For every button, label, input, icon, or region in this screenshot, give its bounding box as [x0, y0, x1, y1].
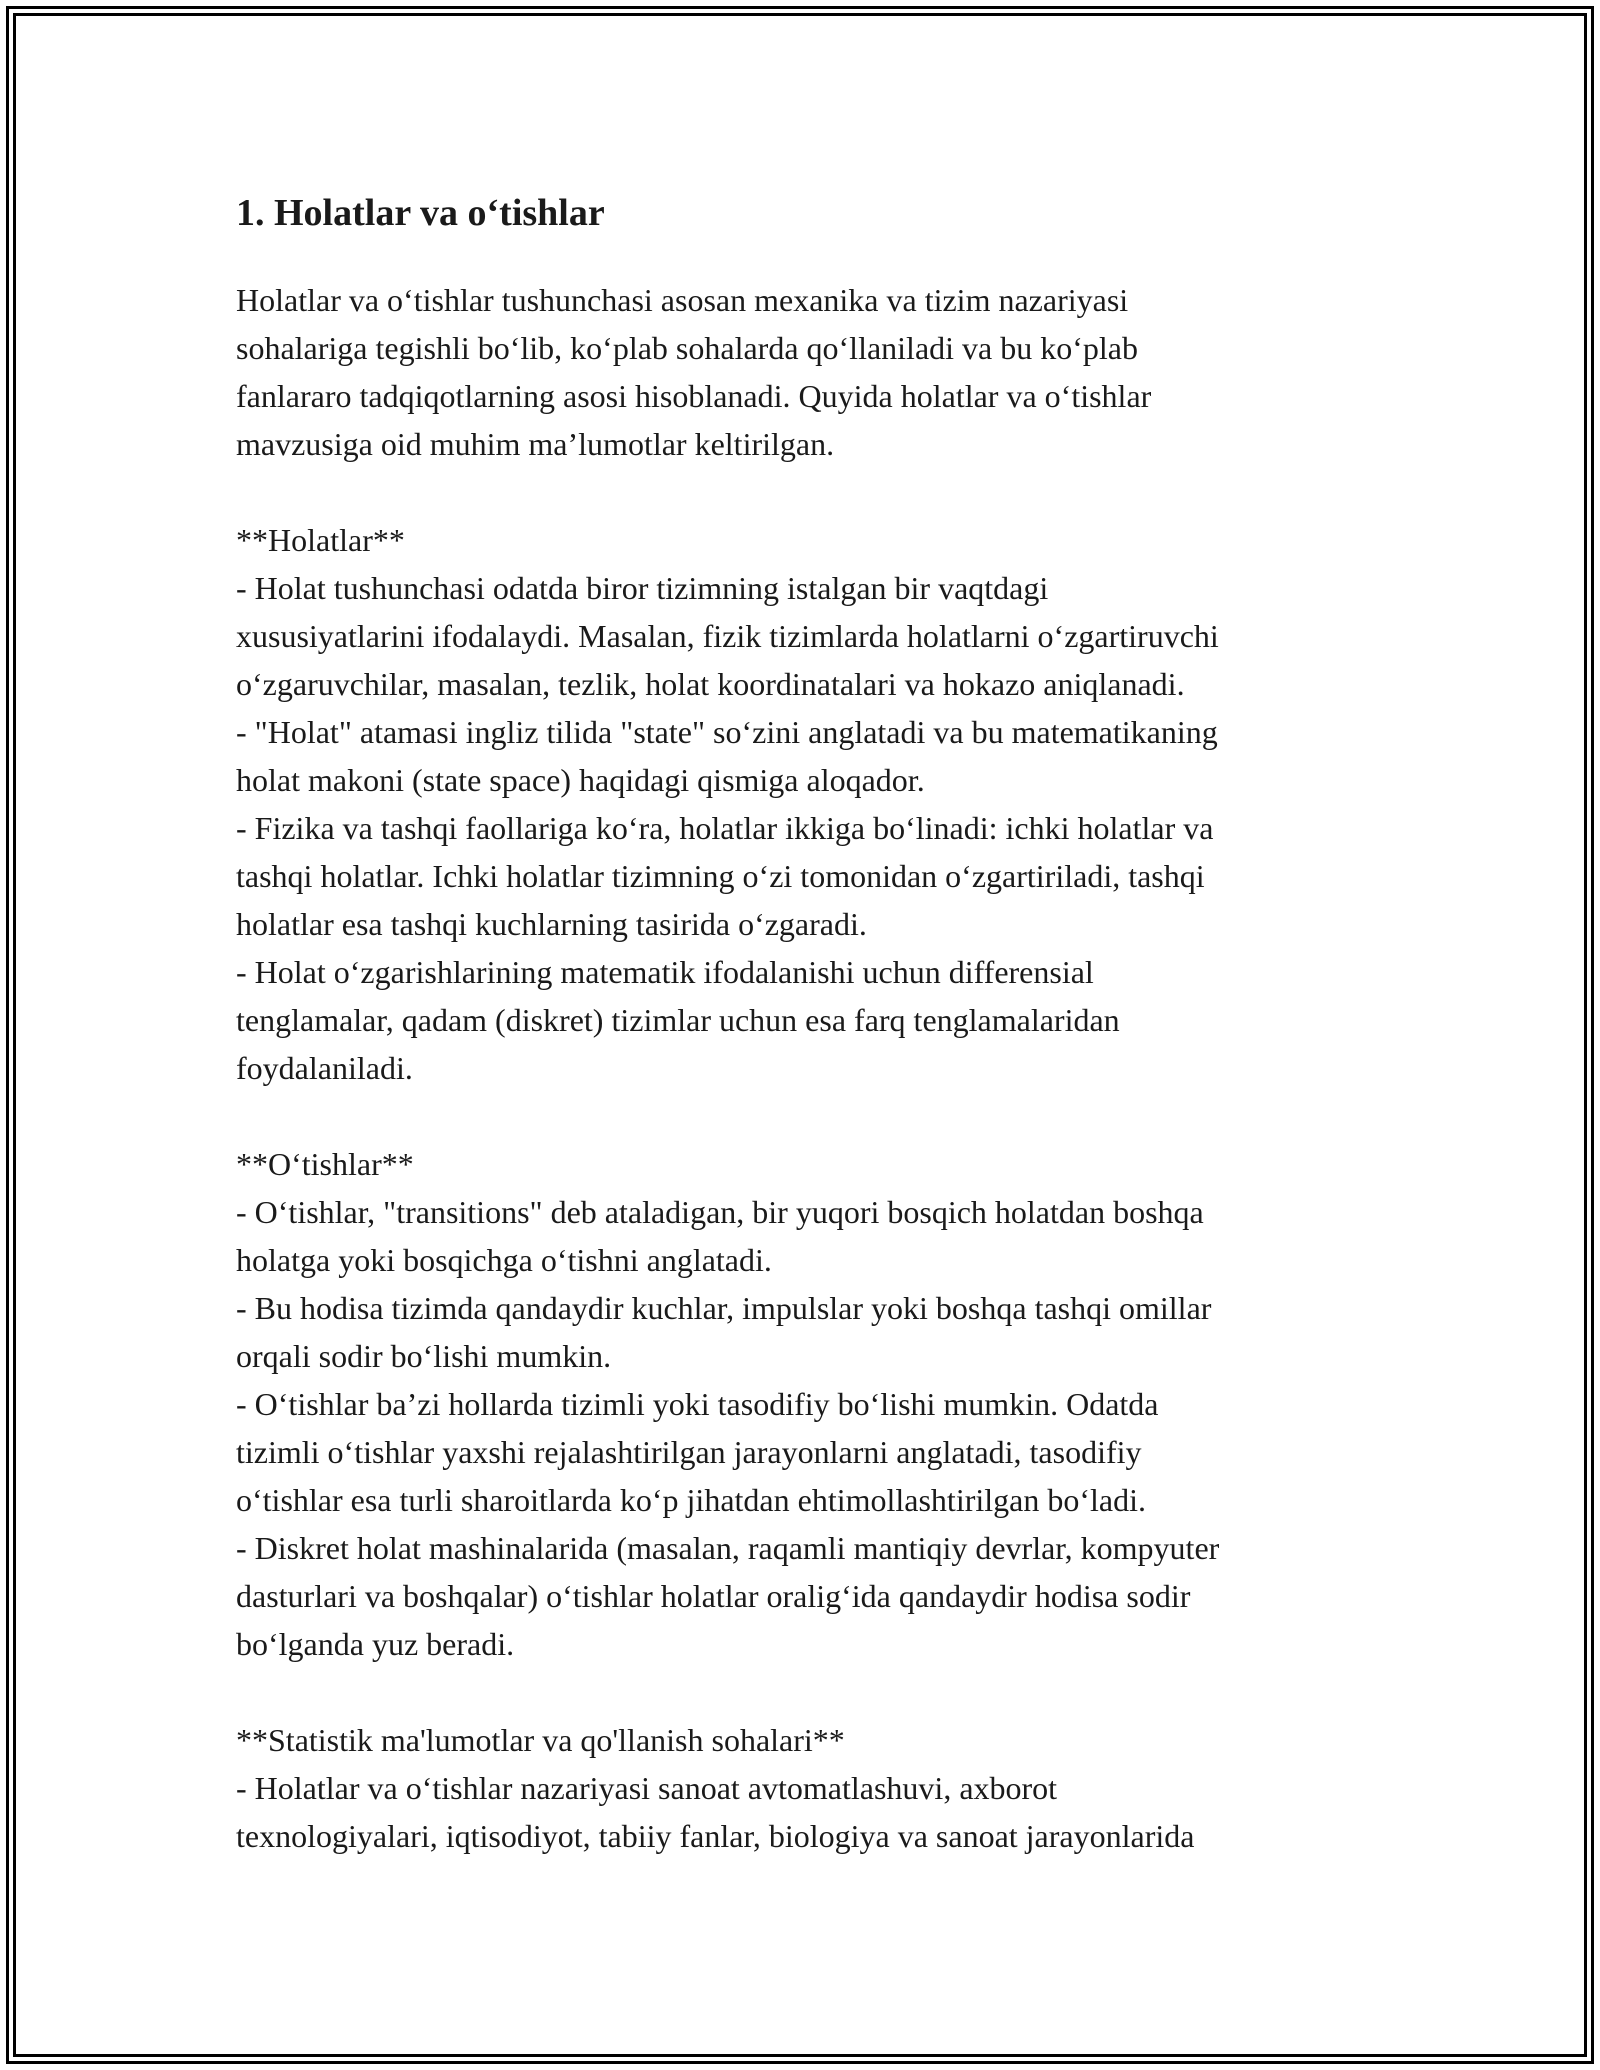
text-line: - Bu hodisa tizimda qandaydir kuchlar, impulslar yoki boshqa tashqi omillar [236, 1290, 1212, 1326]
text-line: orqali sodir bo‘lishi mumkin. [236, 1338, 612, 1374]
intro-paragraph [236, 276, 1376, 468]
section-statistics [236, 1716, 1376, 1860]
text-line: o‘zgaruvchilar, masalan, tezlik, holat koordinatalari va hokazo aniqlanadi. [236, 666, 1185, 702]
paragraph-gap [236, 1668, 1376, 1716]
section-heading: **Statistik ma'lumotlar va qo'llanish sohalari** [236, 1722, 845, 1758]
text-line: - Diskret holat mashinalarida (masalan, raqamli mantiqiy devrlar, kompyuter [236, 1530, 1220, 1566]
text-line: sohalariga tegishli bo‘lib, ko‘plab sohalarda qo‘llaniladi va bu ko‘plab [236, 330, 1138, 366]
section-heading: **Holatlar** [236, 522, 405, 558]
text-line: - "Holat" atamasi ingliz tilida "state" so‘zini anglatadi va bu matematikaning [236, 714, 1218, 750]
text-line: - Fizika va tashqi faollariga ko‘ra, holatlar ikkiga bo‘linadi: ichki holatlar va [236, 810, 1214, 846]
text-line: tenglamalar, qadam (diskret) tizimlar uchun esa farq tenglamalaridan [236, 1002, 1120, 1038]
text-line: holat makoni (state space) haqidagi qismiga aloqador. [236, 762, 925, 798]
section-heading: **O‘tishlar** [236, 1146, 414, 1182]
text-line: dasturlari va boshqalar) o‘tishlar holatlar oralig‘ida qandaydir hodisa sodir [236, 1578, 1191, 1614]
text-line: holatlar esa tashqi kuchlarning tasirida o‘zgaradi. [236, 906, 867, 942]
text-line: - O‘tishlar, "transitions" deb ataladigan, bir yuqori bosqich holatdan boshqa [236, 1194, 1204, 1230]
text-line: foydalaniladi. [236, 1050, 413, 1086]
text-line: mavzusiga oid muhim ma’lumotlar keltirilgan. [236, 426, 835, 462]
document-title: 1. Holatlar va o‘tishlar [236, 192, 605, 234]
text-line: fanlararo tadqiqotlarning asosi hisoblanadi. Quyida holatlar va o‘tishlar [236, 378, 1152, 414]
text-line: o‘tishlar esa turli sharoitlarda ko‘p jihatdan ehtimollashtirilgan bo‘ladi. [236, 1482, 1146, 1518]
text-line: - Holatlar va o‘tishlar nazariyasi sanoat avtomatlashuvi, axborot [236, 1770, 1058, 1806]
document-body [236, 188, 1376, 1860]
text-line: - O‘tishlar ba’zi hollarda tizimli yoki tasodifiy bo‘lishi mumkin. Odatda [236, 1386, 1159, 1422]
section-transitions [236, 1140, 1376, 1668]
text-line: holatga yoki bosqichga o‘tishni anglatadi. [236, 1242, 772, 1278]
section-states [236, 516, 1376, 1092]
text-line: - Holat o‘zgarishlarining matematik ifodalanishi uchun differensial [236, 954, 1094, 990]
paragraph-gap [236, 468, 1376, 516]
text-line: xususiyatlarini ifodalaydi. Masalan, fizik tizimlarda holatlarni o‘zgartiruvchi [236, 618, 1219, 654]
text-line: Holatlar va o‘tishlar tushunchasi asosan mexanika va tizim nazariyasi [236, 282, 1129, 318]
paragraph-gap [236, 1092, 1376, 1140]
text-line: bo‘lganda yuz beradi. [236, 1626, 515, 1662]
text-line: tizimli o‘tishlar yaxshi rejalashtirilgan jarayonlarni anglatadi, tasodifiy [236, 1434, 1142, 1470]
text-line: - Holat tushunchasi odatda biror tizimning istalgan bir vaqtdagi [236, 570, 1049, 606]
text-line: tashqi holatlar. Ichki holatlar tizimning o‘zi tomonidan o‘zgartiriladi, tashqi [236, 858, 1205, 894]
text-line: texnologiyalari, iqtisodiyot, tabiiy fanlar, biologiya va sanoat jarayonlarida [236, 1818, 1195, 1854]
